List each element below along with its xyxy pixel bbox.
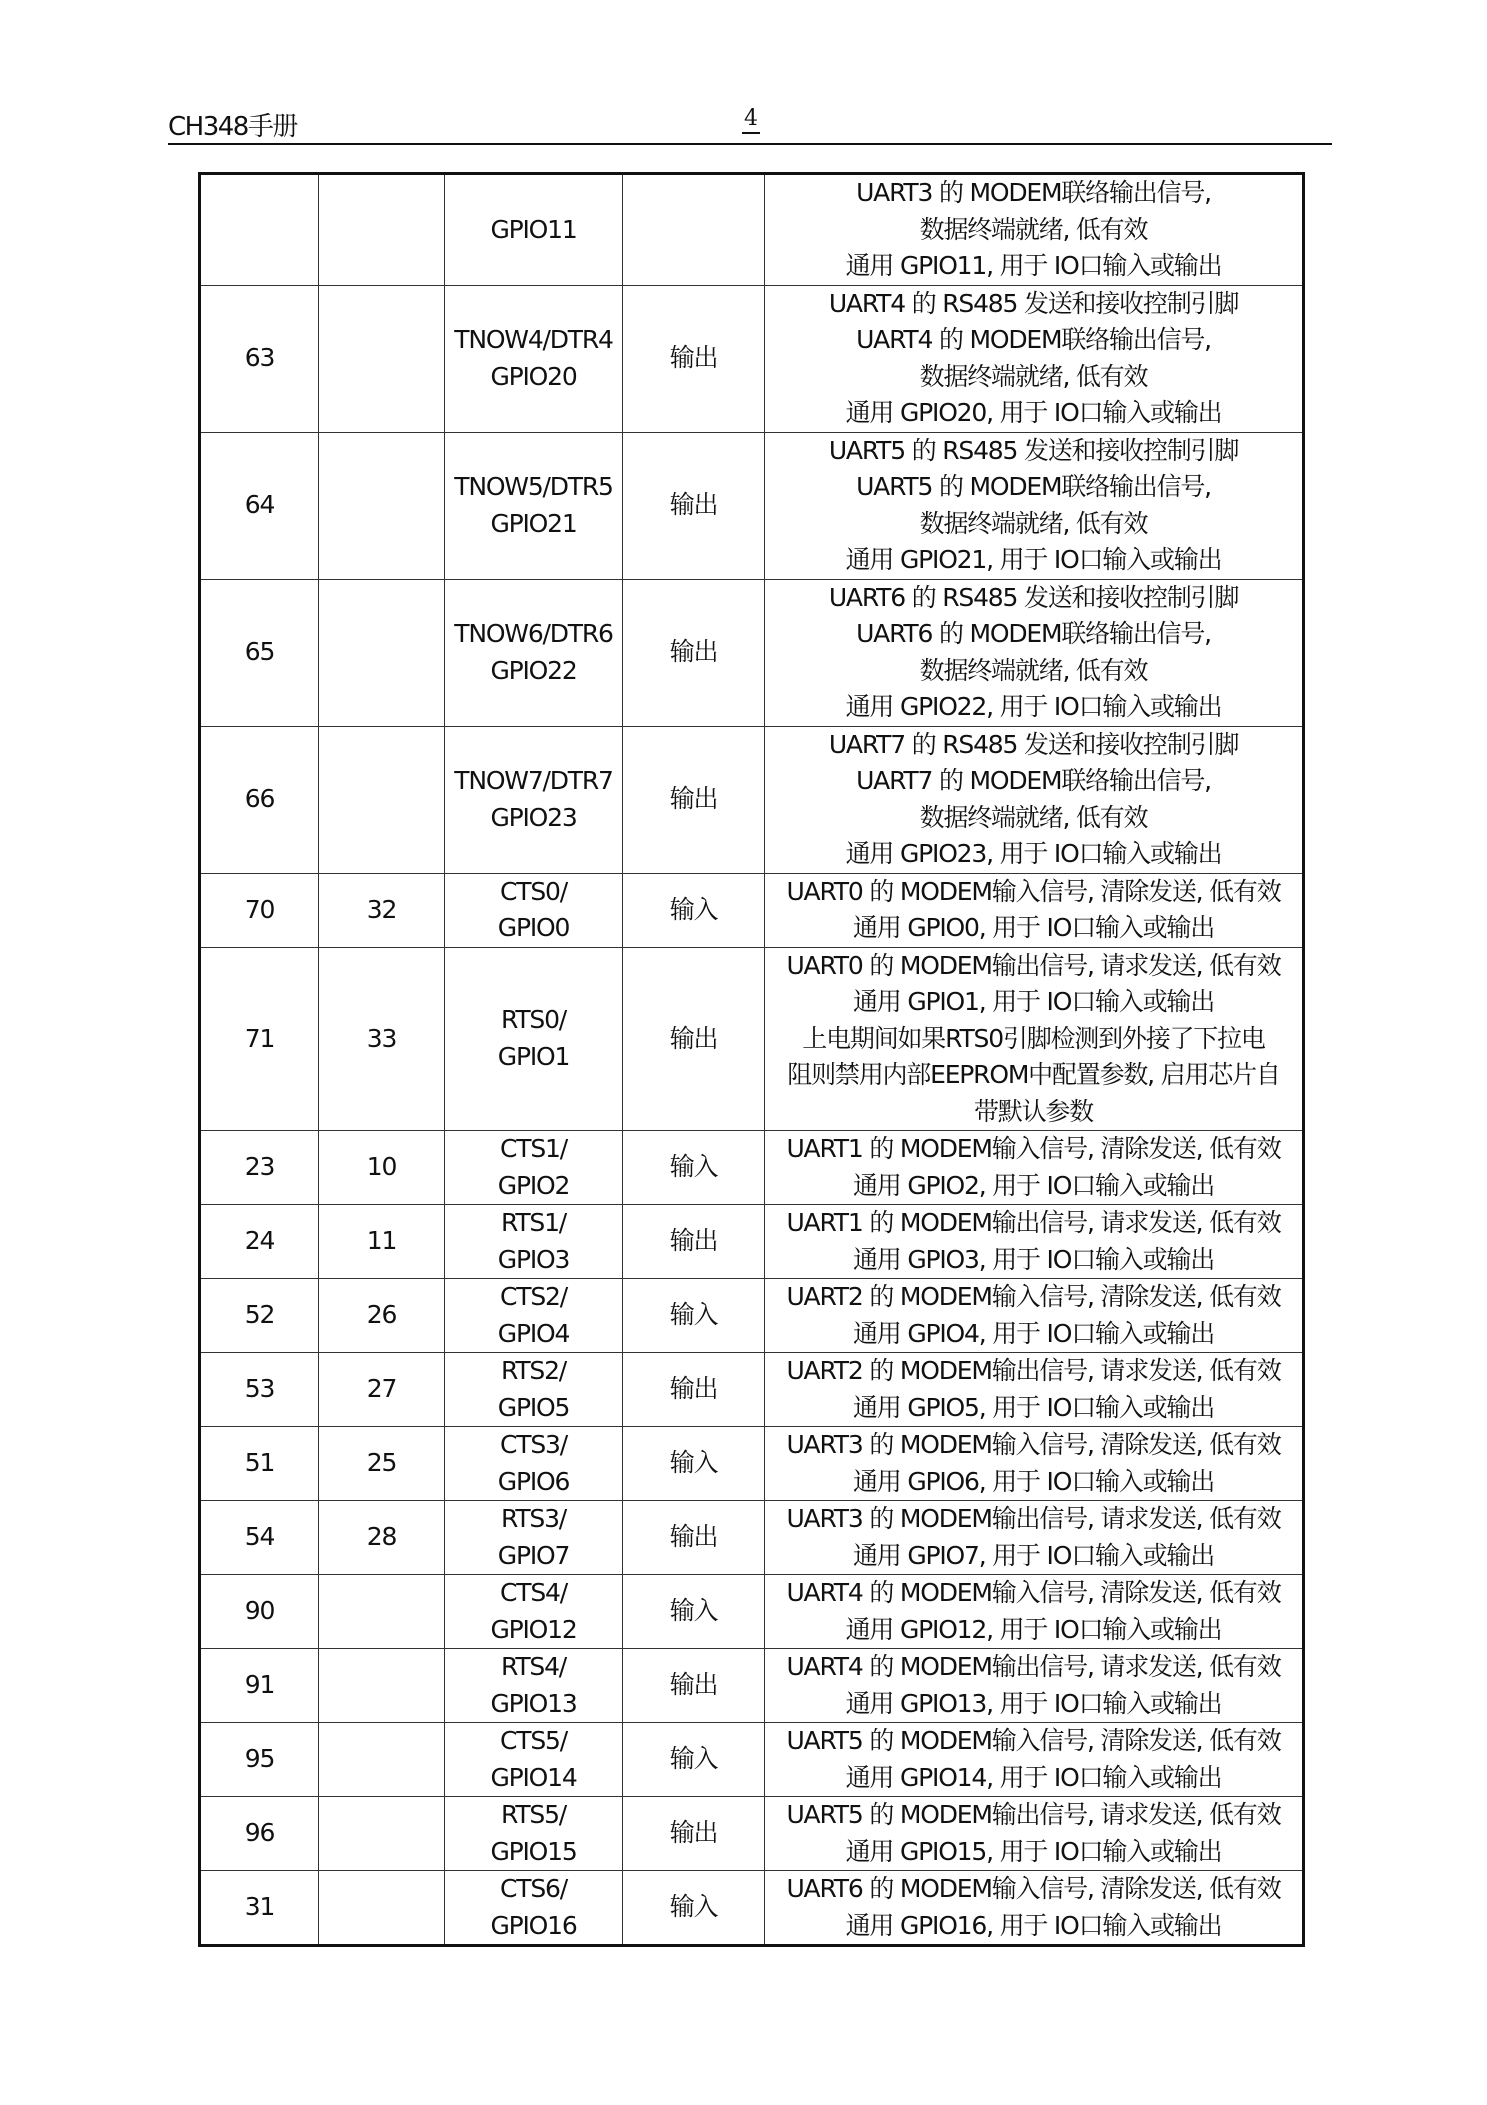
- pin-description-cell-line: UART6 的 RS485 发送和接收控制引脚: [828, 582, 1239, 612]
- pin-name-cell-line: CTS0/: [500, 876, 567, 906]
- pin-description-cell-line: 通用 GPIO3, 用于 IO口输入或输出: [852, 1244, 1215, 1274]
- pin-number-cell: 96: [200, 1797, 319, 1871]
- pin-type-cell: 输出: [623, 1797, 765, 1871]
- alt-pin-number-cell: [319, 726, 445, 873]
- pin-name-cell-line: GPIO1: [497, 1041, 570, 1071]
- pin-number-cell: 31: [200, 1871, 319, 1946]
- pin-description-cell: [765, 174, 1304, 286]
- pin-description-cell-line: UART1 的 MODEM输出信号, 请求发送, 低有效: [786, 1208, 1281, 1237]
- pin-description-cell-line: 数据终端就绪, 低有效: [919, 655, 1148, 685]
- alt-pin-number-cell: [319, 1649, 445, 1723]
- pin-description-cell: [765, 1871, 1304, 1946]
- alt-pin-number-cell: 25: [319, 1427, 445, 1501]
- pin-description-cell-line: UART5 的 MODEM输出信号, 请求发送, 低有效: [786, 1800, 1281, 1829]
- pin-number-cell: 70: [200, 873, 319, 947]
- pin-name-cell: [445, 947, 623, 1131]
- alt-pin-number-cell: 33: [319, 947, 445, 1131]
- pin-description-cell-line: 上电期间如果RTS0引脚检测到外接了下拉电: [802, 1023, 1265, 1053]
- pin-type-cell: 输出: [623, 1649, 765, 1723]
- alt-pin-number-cell: [319, 174, 445, 286]
- pin-number-cell: 53: [200, 1353, 319, 1427]
- table-row: [200, 1649, 1304, 1723]
- pin-description-cell-line: 数据终端就绪, 低有效: [919, 361, 1148, 391]
- pin-description-cell: [765, 1501, 1304, 1575]
- table-row: [200, 726, 1304, 873]
- alt-pin-number-cell: 28: [319, 1501, 445, 1575]
- alt-pin-number-cell: 27: [319, 1353, 445, 1427]
- alt-pin-number-cell: 10: [319, 1131, 445, 1205]
- alt-pin-number-cell: 11: [319, 1205, 445, 1279]
- page-number: 4: [742, 106, 760, 134]
- pin-number-cell: 66: [200, 726, 319, 873]
- pin-type-cell: 输入: [623, 873, 765, 947]
- pin-name-cell: [445, 1723, 623, 1797]
- table-row: [200, 947, 1304, 1131]
- pin-description-cell-line: 通用 GPIO15, 用于 IO口输入或输出: [845, 1836, 1222, 1866]
- pin-description-cell-line: UART4 的 MODEM输出信号, 请求发送, 低有效: [786, 1652, 1281, 1681]
- pin-description-cell-line: UART7 的 MODEM联络输出信号,: [856, 766, 1211, 795]
- pin-name-cell: [445, 1501, 623, 1575]
- pin-description-cell-line: 通用 GPIO6, 用于 IO口输入或输出: [852, 1466, 1215, 1496]
- pin-description-cell-line: 带默认参数: [973, 1096, 1093, 1126]
- pin-description-cell-line: 数据终端就绪, 低有效: [919, 214, 1148, 244]
- pin-name-cell-line: GPIO22: [490, 655, 577, 685]
- pin-name-cell-line: GPIO23: [490, 802, 577, 832]
- pin-number-cell: 24: [200, 1205, 319, 1279]
- pin-number-cell: 91: [200, 1649, 319, 1723]
- pin-type-cell: 输出: [623, 285, 765, 432]
- pin-type-cell: 输出: [623, 1353, 765, 1427]
- pin-name-cell-line: TNOW7/DTR7: [454, 766, 613, 795]
- pin-description-cell: [765, 1205, 1304, 1279]
- table-row: [200, 1279, 1304, 1353]
- table-row: [200, 174, 1304, 286]
- pin-name-cell-line: RTS5/: [500, 1800, 567, 1829]
- alt-pin-number-cell: [319, 1575, 445, 1649]
- pin-name-cell: [445, 1797, 623, 1871]
- pin-description-cell: [765, 1427, 1304, 1501]
- pin-description-cell-line: UART5 的 MODEM输入信号, 清除发送, 低有效: [786, 1726, 1281, 1755]
- table-row: [200, 1205, 1304, 1279]
- pin-description-cell-line: 通用 GPIO11, 用于 IO口输入或输出: [845, 251, 1222, 280]
- pin-number-cell: 64: [200, 432, 319, 579]
- pin-description-cell-line: UART1 的 MODEM输入信号, 清除发送, 低有效: [786, 1134, 1281, 1163]
- pin-description-cell-line: UART4 的 RS485 发送和接收控制引脚: [828, 288, 1239, 318]
- pin-name-cell-line: GPIO13: [490, 1688, 577, 1718]
- pin-description-cell-line: UART7 的 RS485 发送和接收控制引脚: [828, 729, 1239, 759]
- pin-name-cell-line: GPIO15: [490, 1836, 577, 1866]
- table-row: [200, 285, 1304, 432]
- pin-description-cell-line: 数据终端就绪, 低有效: [919, 802, 1148, 832]
- pin-name-cell-line: GPIO11: [490, 214, 577, 244]
- pin-name-cell-line: RTS0/: [500, 1005, 567, 1035]
- pin-description-cell: [765, 1723, 1304, 1797]
- pin-description-cell-line: 通用 GPIO2, 用于 IO口输入或输出: [852, 1170, 1215, 1200]
- table-row: [200, 873, 1304, 947]
- pin-name-cell-line: RTS1/: [500, 1208, 567, 1237]
- pin-name-cell-line: GPIO3: [497, 1244, 570, 1274]
- pin-type-cell: 输入: [623, 1279, 765, 1353]
- pin-description-cell-line: 通用 GPIO13, 用于 IO口输入或输出: [845, 1688, 1222, 1718]
- pin-description-cell: [765, 1575, 1304, 1649]
- pin-name-cell-line: RTS4/: [500, 1652, 567, 1681]
- pin-description-cell-line: UART4 的 MODEM输入信号, 清除发送, 低有效: [786, 1578, 1281, 1607]
- pin-name-cell: [445, 873, 623, 947]
- pin-number-cell: 71: [200, 947, 319, 1131]
- pin-name-cell-line: GPIO0: [497, 913, 570, 942]
- pin-type-cell: 输入: [623, 1427, 765, 1501]
- pin-description-cell-line: UART5 的 RS485 发送和接收控制引脚: [828, 435, 1239, 465]
- pin-name-cell-line: GPIO6: [497, 1466, 570, 1496]
- pin-description-cell-line: 通用 GPIO0, 用于 IO口输入或输出: [852, 913, 1215, 942]
- alt-pin-number-cell: 32: [319, 873, 445, 947]
- pin-name-cell: [445, 1353, 623, 1427]
- pin-name-cell-line: CTS5/: [500, 1726, 567, 1755]
- pin-type-cell: 输出: [623, 947, 765, 1131]
- pin-name-cell: [445, 579, 623, 726]
- pin-number-cell: 90: [200, 1575, 319, 1649]
- pin-description-cell-line: 通用 GPIO16, 用于 IO口输入或输出: [845, 1910, 1222, 1940]
- pin-number-cell: 65: [200, 579, 319, 726]
- pin-name-cell: [445, 1131, 623, 1205]
- pin-description-cell-line: 通用 GPIO12, 用于 IO口输入或输出: [845, 1614, 1222, 1644]
- alt-pin-number-cell: [319, 1797, 445, 1871]
- pin-name-cell-line: TNOW6/DTR6: [454, 619, 613, 648]
- pin-number-cell: 95: [200, 1723, 319, 1797]
- pin-description-cell-line: UART3 的 MODEM输入信号, 清除发送, 低有效: [786, 1430, 1281, 1459]
- alt-pin-number-cell: [319, 285, 445, 432]
- pin-description-cell: [765, 947, 1304, 1131]
- pin-type-cell: 输入: [623, 1723, 765, 1797]
- alt-pin-number-cell: [319, 1871, 445, 1946]
- alt-pin-number-cell: 26: [319, 1279, 445, 1353]
- pin-name-cell-line: GPIO7: [497, 1540, 570, 1570]
- pin-description-cell: [765, 873, 1304, 947]
- pin-description-cell: [765, 579, 1304, 726]
- pin-description-cell-line: 阻则禁用内部EEPROM中配置参数, 启用芯片自: [787, 1060, 1280, 1089]
- pin-type-cell: 输出: [623, 726, 765, 873]
- table-row: [200, 1501, 1304, 1575]
- table-row: [200, 1427, 1304, 1501]
- pin-description-cell: [765, 1353, 1304, 1427]
- pin-description-cell-line: UART3 的 MODEM联络输出信号,: [856, 178, 1211, 207]
- pin-number-cell: 54: [200, 1501, 319, 1575]
- pin-description-cell-line: 通用 GPIO20, 用于 IO口输入或输出: [845, 398, 1222, 427]
- pin-description-cell-line: UART0 的 MODEM输入信号, 清除发送, 低有效: [786, 876, 1281, 906]
- pin-description-cell: [765, 1279, 1304, 1353]
- alt-pin-number-cell: [319, 579, 445, 726]
- pin-name-cell-line: GPIO21: [490, 508, 577, 538]
- pin-type-cell: 输出: [623, 1205, 765, 1279]
- pin-description-cell: [765, 432, 1304, 579]
- pin-name-cell-line: GPIO2: [497, 1170, 570, 1200]
- pin-name-cell: [445, 1279, 623, 1353]
- pin-number-cell: [200, 174, 319, 286]
- pin-type-cell: 输入: [623, 1575, 765, 1649]
- table-row: [200, 432, 1304, 579]
- pin-description-cell-line: 通用 GPIO22, 用于 IO口输入或输出: [845, 692, 1222, 721]
- pin-name-cell: [445, 1871, 623, 1946]
- pin-name-cell-line: GPIO14: [490, 1762, 577, 1792]
- pin-description-cell-line: UART4 的 MODEM联络输出信号,: [856, 325, 1211, 354]
- pin-description-cell: [765, 1131, 1304, 1205]
- pin-number-cell: 51: [200, 1427, 319, 1501]
- pin-name-cell-line: TNOW5/DTR5: [454, 472, 613, 501]
- pin-name-cell: [445, 1205, 623, 1279]
- pin-type-cell: 输入: [623, 1871, 765, 1946]
- pin-name-cell-line: CTS6/: [500, 1874, 567, 1903]
- pin-type-cell: [623, 174, 765, 286]
- pin-number-cell: 23: [200, 1131, 319, 1205]
- pin-description-cell-line: UART6 的 MODEM联络输出信号,: [856, 619, 1211, 648]
- pin-description-cell-line: UART2 的 MODEM输出信号, 请求发送, 低有效: [786, 1356, 1281, 1385]
- pin-description-cell: [765, 285, 1304, 432]
- pin-description-cell-line: 通用 GPIO1, 用于 IO口输入或输出: [852, 987, 1215, 1016]
- pin-name-cell-line: CTS3/: [500, 1430, 567, 1459]
- pin-name-cell: [445, 174, 623, 286]
- pin-type-cell: 输入: [623, 1131, 765, 1205]
- table-row: [200, 1871, 1304, 1946]
- pin-description-cell: [765, 1797, 1304, 1871]
- pin-description-cell-line: 通用 GPIO7, 用于 IO口输入或输出: [852, 1540, 1215, 1570]
- table-row: [200, 1575, 1304, 1649]
- pin-description-cell-line: 通用 GPIO4, 用于 IO口输入或输出: [852, 1318, 1215, 1348]
- pin-name-cell-line: CTS2/: [500, 1282, 567, 1311]
- pin-description-cell-line: 通用 GPIO5, 用于 IO口输入或输出: [852, 1392, 1215, 1422]
- pin-description-cell-line: 数据终端就绪, 低有效: [919, 508, 1148, 538]
- table-row: [200, 579, 1304, 726]
- table-row: [200, 1353, 1304, 1427]
- pin-name-cell-line: GPIO12: [490, 1614, 577, 1644]
- pin-description-cell-line: UART5 的 MODEM联络输出信号,: [856, 472, 1211, 501]
- pin-name-cell-line: GPIO20: [490, 361, 577, 391]
- pin-description-cell-line: UART2 的 MODEM输入信号, 清除发送, 低有效: [786, 1282, 1281, 1311]
- alt-pin-number-cell: [319, 432, 445, 579]
- table-row: [200, 1723, 1304, 1797]
- pin-name-cell-line: RTS2/: [500, 1356, 567, 1385]
- pin-name-cell: [445, 726, 623, 873]
- header-divider: [168, 143, 1332, 145]
- pin-name-cell-line: TNOW4/DTR4: [454, 325, 613, 354]
- table-row: [200, 1131, 1304, 1205]
- pin-name-cell: [445, 1575, 623, 1649]
- pin-description-cell-line: 通用 GPIO14, 用于 IO口输入或输出: [845, 1762, 1222, 1792]
- pin-number-cell: 52: [200, 1279, 319, 1353]
- pin-name-cell: [445, 285, 623, 432]
- pin-name-cell: [445, 1649, 623, 1723]
- pin-name-cell: [445, 1427, 623, 1501]
- pin-name-cell: [445, 432, 623, 579]
- pin-name-cell-line: CTS4/: [500, 1578, 567, 1607]
- pin-description-cell-line: UART0 的 MODEM输出信号, 请求发送, 低有效: [786, 950, 1281, 980]
- alt-pin-number-cell: [319, 1723, 445, 1797]
- pin-type-cell: 输出: [623, 1501, 765, 1575]
- pin-description-cell: [765, 1649, 1304, 1723]
- pin-name-cell-line: CTS1/: [500, 1134, 567, 1163]
- pin-description-cell-line: UART6 的 MODEM输入信号, 清除发送, 低有效: [786, 1874, 1281, 1903]
- pin-type-cell: 输出: [623, 579, 765, 726]
- pin-name-cell-line: RTS3/: [500, 1504, 567, 1533]
- pin-description-cell: [765, 726, 1304, 873]
- pin-number-cell: 63: [200, 285, 319, 432]
- document-title: CH348手册: [168, 112, 297, 142]
- pin-description-cell-line: 通用 GPIO23, 用于 IO口输入或输出: [845, 839, 1222, 868]
- pin-name-cell-line: GPIO5: [497, 1392, 570, 1422]
- pin-description-table: [198, 172, 1305, 1947]
- pin-name-cell-line: GPIO16: [490, 1910, 577, 1940]
- pin-type-cell: 输出: [623, 432, 765, 579]
- pin-description-cell-line: UART3 的 MODEM输出信号, 请求发送, 低有效: [786, 1504, 1281, 1533]
- pin-name-cell-line: GPIO4: [497, 1318, 570, 1348]
- table-row: [200, 1797, 1304, 1871]
- pin-description-cell-line: 通用 GPIO21, 用于 IO口输入或输出: [845, 545, 1222, 574]
